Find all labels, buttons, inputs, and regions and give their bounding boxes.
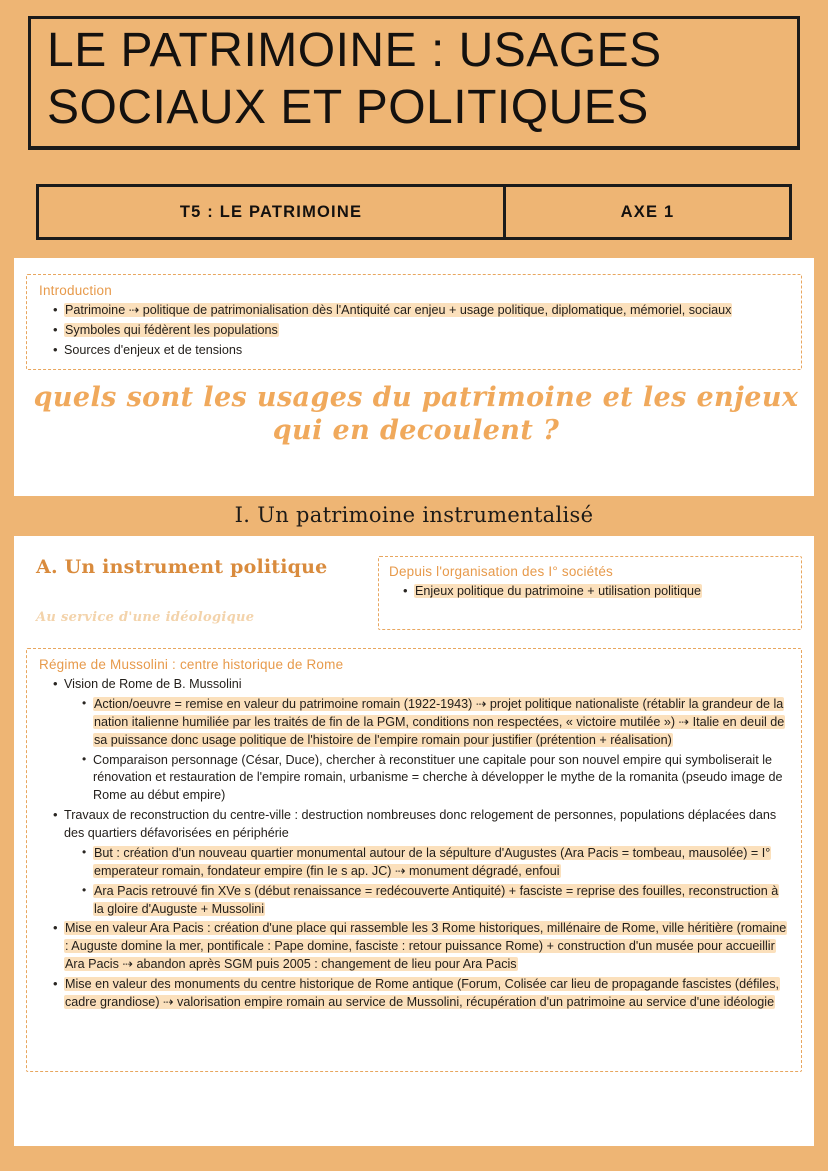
- title-line-2: SOCIAUX ET POLITIQUES: [47, 80, 649, 134]
- section-a-heading: A. Un instrument politique: [36, 556, 328, 578]
- list-item: [53, 976, 789, 1012]
- mussolini-b2-sublist: [64, 845, 789, 919]
- since-societies-list: [389, 583, 791, 601]
- guiding-question-line-1: quels sont les usages du patrimoine et les enjeux: [33, 382, 799, 413]
- list-item: [53, 322, 789, 340]
- introduction-label: Introduction: [39, 283, 112, 298]
- introduction-item-2: Sources d'enjeux et de tensions: [64, 342, 243, 357]
- mussolini-b3: Mise en valeur Ara Pacis : création d'une place qui rassemble les 3 Rome historiques, millénaire de Rome, ville héritière (romaine : Auguste domine la mer, pontificale : Pape domine, fasciste : retour puissance Rome) + construction d'un musée pour accueillir Ara Pacis ⇢ abandon après SGM puis 2005 : changement de lieu pour Ara Pacis: [65, 921, 787, 972]
- mussolini-b2-sub-0: But : création d'un nouveau quartier monumental autour de la sépulture d'Augustes (Ara Pacis = tombeau, mausolée) = I° emperateur romain, fondateur empire (fin Ie s ap. JC) ⇢ monument dégradé, enfoui: [94, 845, 771, 878]
- title-box: [28, 16, 800, 150]
- mussolini-b1-sublist: [64, 696, 789, 805]
- section-a-subheading: Au service d'une idéologique: [36, 610, 255, 625]
- list-item: [53, 342, 789, 360]
- mussolini-list: [39, 676, 789, 1012]
- mussolini-label: Régime de Mussolini : centre historique de Rome: [39, 657, 344, 672]
- list-item: [53, 807, 789, 918]
- mussolini-b2-sub-1: Ara Pacis retrouvé fin XVe s (début renaissance = redécouverte Antiquité) + fasciste = reprise des fouilles, reconstruction à la gloire d'Auguste + Mussolini: [94, 883, 779, 916]
- mussolini-box: [26, 648, 802, 1072]
- mussolini-b1: Vision de Rome de B. Mussolini: [64, 677, 242, 691]
- introduction-item-0: Patrimoine ⇢ politique de patrimonialisation dès l'Antiquité car enjeu + usage politique, diplomatique, mémoriel, sociaux: [65, 303, 732, 317]
- list-item: [53, 676, 789, 805]
- since-societies-label: Depuis l'organisation des I° sociétés: [389, 564, 613, 579]
- mussolini-b2: Travaux de reconstruction du centre-ville : destruction nombreuses donc relogement de personnes, populations déplacées dans des quartiers défavorisées en périphérie: [64, 808, 777, 840]
- list-item: [82, 752, 789, 806]
- list-item: [403, 583, 791, 601]
- title-line-1: LE PATRIMOINE : USAGES: [47, 24, 662, 77]
- list-item: [82, 845, 789, 881]
- mussolini-b1-sub-1: Comparaison personnage (César, Duce), chercher à reconstituer une capitale pour son nouvel empire qui symboliserait le rénovation et restauration de l'empire romain, urbanisme = cherche à développer le mythe de la romanita (pseudo image de Rome au début empire): [93, 752, 783, 803]
- mussolini-b1-sub-0: Action/oeuvre = remise en valeur du patrimoine romain (1922-1943) ⇢ projet politique nationaliste (rétablir la grandeur de la nation italienne humiliée par les traités de fin de la PGM, conditions non respectées, « victoire mutilée ») ⇢ Italie en deuil de sa puissance donc usage politique de l'histoire de l'empire romain pour justifier (prétention + réalisation): [94, 696, 785, 747]
- guiding-question: [24, 382, 808, 448]
- list-item: [53, 920, 789, 974]
- introduction-item-1: Symboles qui fédèrent les populations: [65, 322, 278, 337]
- header-chapter-label: T5 : LE PATRIMOINE: [39, 187, 506, 237]
- chapter-header-bar: [36, 184, 792, 240]
- introduction-box: [26, 274, 802, 370]
- since-societies-item-0: Enjeux politique du patrimoine + utilisation politique: [415, 584, 701, 598]
- list-item: [82, 883, 789, 919]
- introduction-list: [39, 302, 789, 360]
- mussolini-b4: Mise en valeur des monuments du centre historique de Rome antique (Forum, Colisée car lieu de propagande fascistes (défiles, cadre grandiose) ⇢ valorisation empire romain au service de Mussolini, récupération d'un patrimoine au service d'une idéologie: [65, 977, 780, 1009]
- since-societies-box: [378, 556, 802, 630]
- list-item: [82, 696, 789, 750]
- header-axis-label: AXE 1: [620, 202, 675, 221]
- list-item: [53, 302, 789, 320]
- page-title: I. Un patrimoine instrumentalisé: [234, 503, 594, 527]
- guiding-question-line-2: qui en decoulent ?: [272, 414, 560, 446]
- document-title-banner: [28, 16, 800, 150]
